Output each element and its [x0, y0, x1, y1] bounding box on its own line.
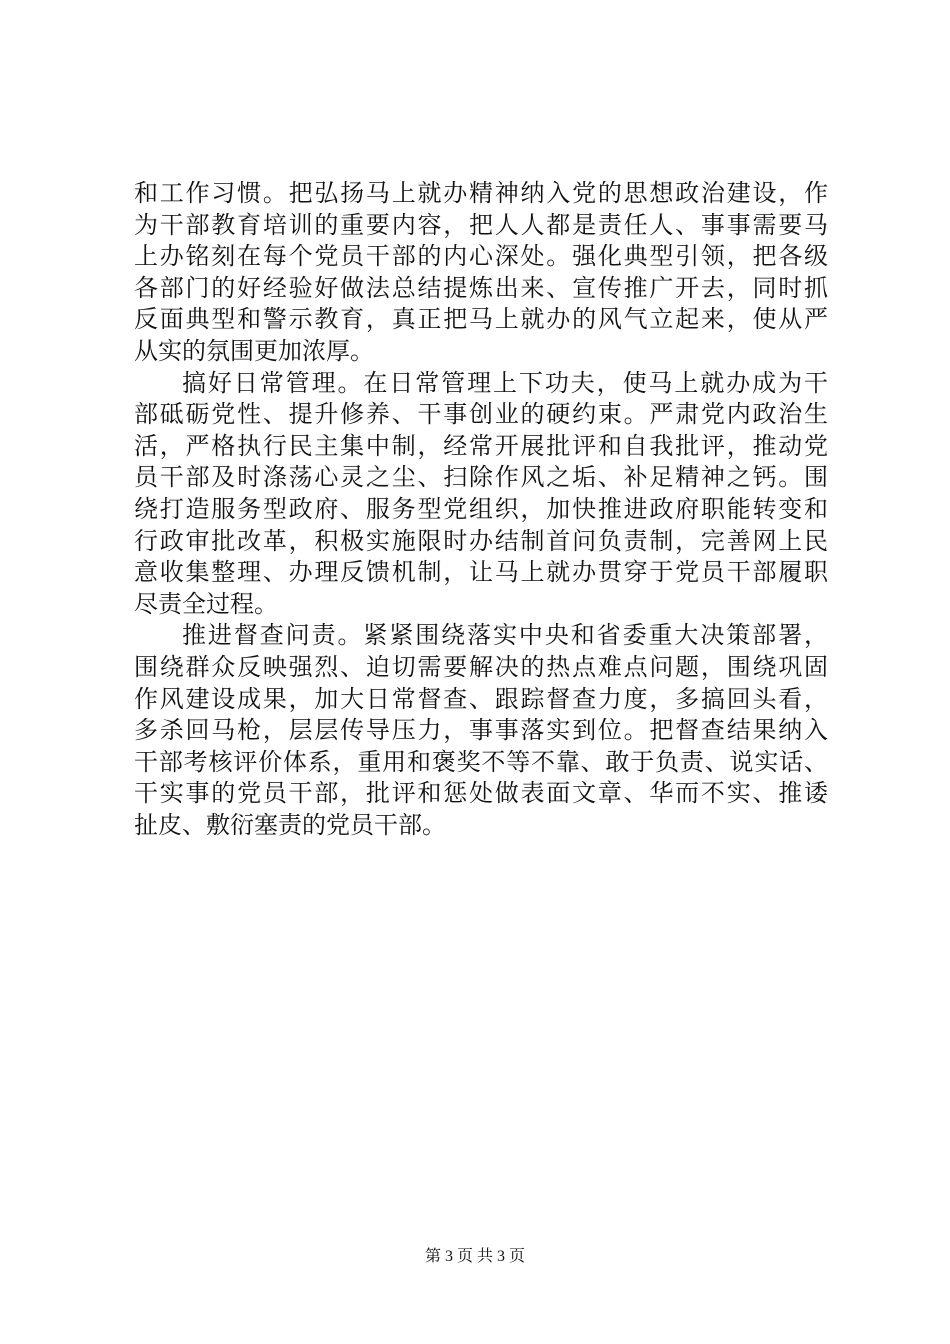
- text-line: 和工作习惯。把弘扬马上就办精神纳入党的思想政治建设，作: [134, 179, 828, 207]
- text-line: 干部考核评价体系，重用和褒奖不等不靠、敢于负责、说实话、: [134, 747, 828, 776]
- text-line: 活，严格执行民主集中制，经常开展批评和自我批评，推动党: [134, 431, 828, 460]
- paragraph-1: [134, 178, 828, 368]
- text-line: 多杀回马枪，层层传导压力，事事落实到位。把督查结果纳入: [134, 716, 828, 745]
- text-line: 尽责全过程。: [134, 589, 278, 618]
- text-line: 推进督查问责。紧紧围绕落实中央和省委重大决策部署，: [182, 621, 828, 650]
- text-line: 扯皮、敷衍塞责的党员干部。: [134, 810, 446, 839]
- text-line: 行政审批改革，积极实施限时办结制首问负责制，完善网上民: [134, 526, 828, 555]
- paragraph-3: [134, 620, 828, 841]
- text-line: 意收集整理、办理反馈机制，让马上就办贯穿于党员干部履职: [134, 558, 828, 587]
- page-footer: [0, 1243, 950, 1266]
- text-line: 员干部及时涤荡心灵之尘、扫除作风之垢、补足精神之钙。围: [134, 463, 828, 492]
- text-line: 从实的氛围更加浓厚。: [134, 336, 374, 365]
- document-body: [134, 178, 828, 841]
- text-line: 绕打造服务型政府、服务型党组织，加快推进政府职能转变和: [134, 494, 828, 523]
- text-line: 为干部教育培训的重要内容，把人人都是责任人、事事需要马: [134, 210, 828, 239]
- text-line: 部砥砺党性、提升修养、干事创业的硬约束。严肃党内政治生: [134, 400, 828, 429]
- text-line: 围绕群众反映强烈、迫切需要解决的热点难点问题，围绕巩固: [134, 652, 828, 681]
- page-number: 第 3 页 共 3 页: [424, 1248, 525, 1265]
- text-line: 搞好日常管理。在日常管理上下功夫，使马上就办成为干: [182, 368, 828, 397]
- text-line: 上办铭刻在每个党员干部的内心深处。强化典型引领，把各级: [134, 242, 828, 271]
- text-line: 作风建设成果，加大日常督查、跟踪督查力度，多搞回头看，: [134, 684, 828, 713]
- paragraph-2: [134, 368, 828, 621]
- text-line: 反面典型和警示教育，真正把马上就办的风气立起来，使从严: [134, 305, 828, 334]
- text-line: 各部门的好经验好做法总结提炼出来、宣传推广开去，同时抓: [134, 273, 828, 302]
- text-line: 干实事的党员干部，批评和惩处做表面文章、华而不实、推诿: [134, 779, 828, 808]
